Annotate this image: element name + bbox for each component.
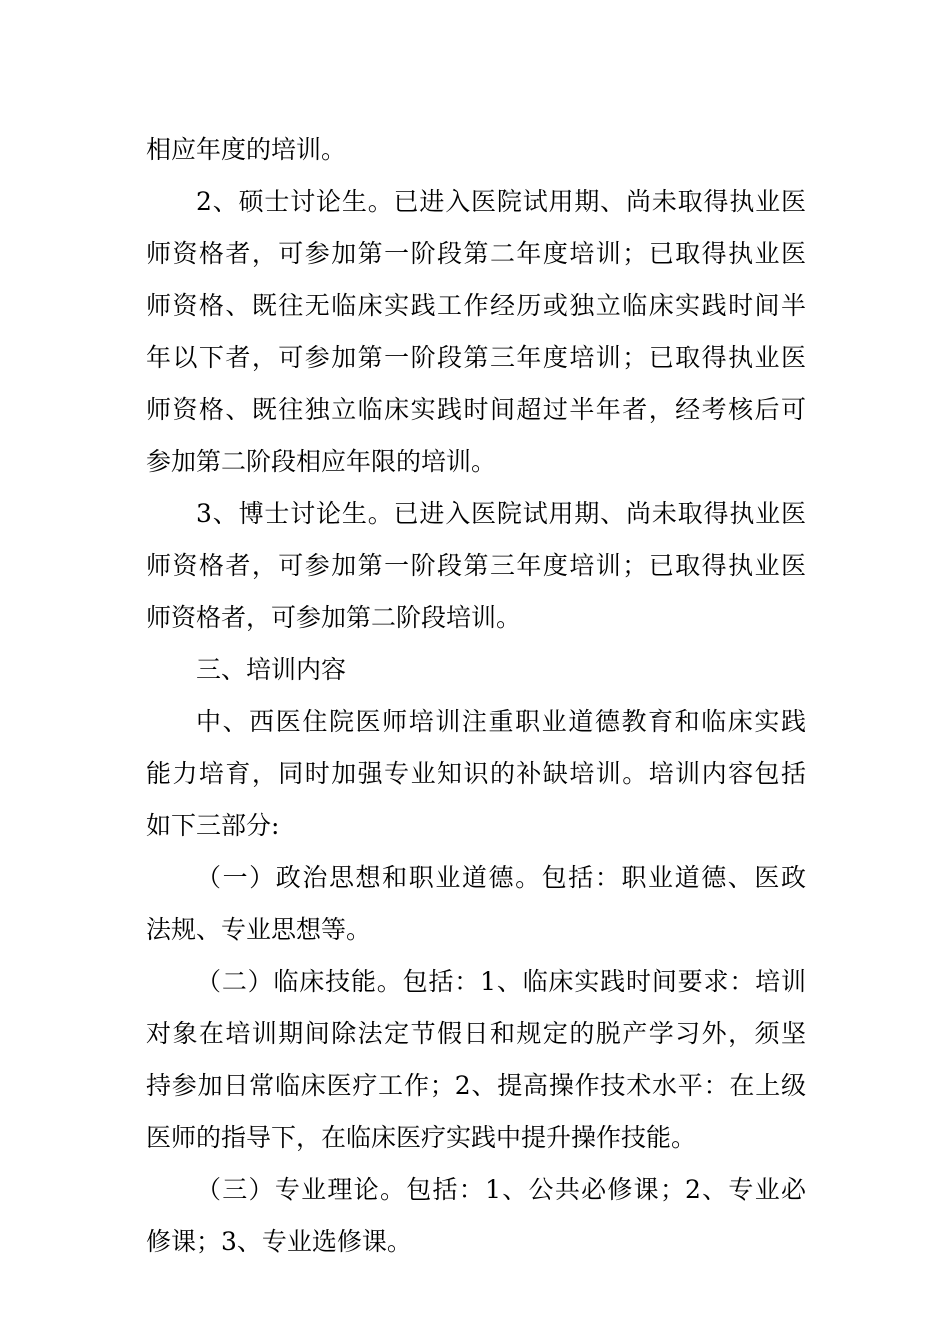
text-line-14: 如下三部分: — [146, 811, 280, 840]
section-heading: 三、培训内容 — [196, 655, 347, 684]
document-page — [146, 124, 806, 1268]
text-line-15: （一）政治思想和职业道德。包括：职业道德、医政 — [196, 863, 806, 892]
text-line-6: 师资格、既往独立临床实践时间超过半年者，经考核后可 — [146, 395, 806, 424]
text-line-21: （三）专业理论。包括：1、公共必修课；2、专业必 — [196, 1175, 806, 1204]
text-line-10: 师资格者，可参加第二阶段培训。 — [146, 603, 522, 632]
text-line-22: 修课；3、专业选修课。 — [146, 1227, 412, 1256]
text-line-19: 持参加日常临床医疗工作；2、提高操作技术水平：在上级 — [146, 1071, 806, 1100]
text-line-4: 师资格、既往无临床实践工作经历或独立临床实践时间半 — [146, 291, 806, 320]
text-line-12: 中、西医住院医师培训注重职业道德教育和临床实践 — [196, 707, 806, 736]
text-line-18: 对象在培训期间除法定节假日和规定的脱产学习外，须坚 — [146, 1019, 806, 1048]
text-line-1: 相应年度的培训。 — [146, 135, 347, 164]
text-line-20: 医师的指导下，在临床医疗实践中提升操作技能。 — [146, 1123, 697, 1152]
text-line-16: 法规、专业思想等。 — [146, 915, 372, 944]
text-line-5: 年以下者，可参加第一阶段第三年度培训；已取得执业医 — [146, 343, 806, 372]
text-line-3: 师资格者，可参加第一阶段第二年度培训；已取得执业医 — [146, 239, 806, 268]
text-line-8: 3、博士讨论生。已进入医院试用期、尚未取得执业医 — [196, 499, 806, 528]
text-line-2: 2、硕士讨论生。已进入医院试用期、尚未取得执业医 — [196, 187, 806, 216]
text-line-13: 能力培育，同时加强专业知识的补缺培训。培训内容包括 — [146, 759, 806, 788]
text-line-17: （二）临床技能。包括：1、临床实践时间要求：培训 — [196, 967, 806, 996]
text-line-9: 师资格者，可参加第一阶段第三年度培训；已取得执业医 — [146, 551, 806, 580]
text-line-7: 参加第二阶段相应年限的培训。 — [146, 447, 497, 476]
